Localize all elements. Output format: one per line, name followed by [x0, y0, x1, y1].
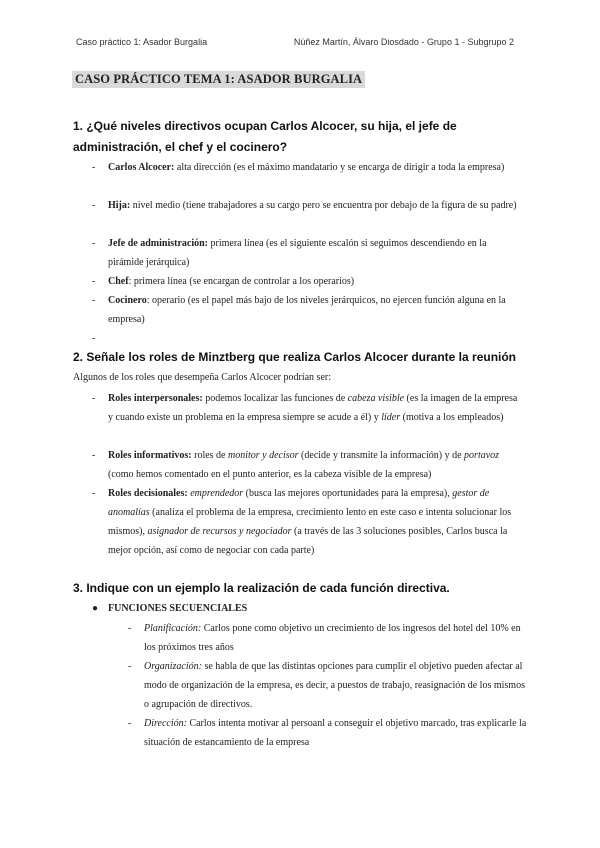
list-item — [92, 291, 520, 329]
circle-bullet-icon: ● — [92, 603, 99, 614]
document-title: CASO PRÁCTICO TEMA 1: ASADOR BURGALIA — [72, 71, 365, 88]
item-text: (es la imagen de la empresa y cuando existe un problema en la empresa siempre se acude a él) y — [108, 393, 518, 423]
item-text: Carlos intenta motivar al persoanl a conseguir el objetivo marcado, tras explicarle la situación de estancamiento de la empresa — [144, 718, 527, 748]
dash-bullet: - — [92, 333, 96, 344]
dash-bullet: - — [128, 623, 132, 634]
dash-bullet: - — [128, 718, 132, 729]
item-text: (motiva a los empleados) — [400, 412, 504, 423]
dash-bullet: - — [92, 162, 96, 173]
item-text: primera línea (es el siguiente escalón si seguimos descendiendo en la pirámide jerárquica) — [108, 238, 487, 268]
list-item — [92, 389, 520, 427]
list-item — [92, 196, 520, 215]
item-text: se habla de que las distintas opciones para cumplir el objetivo pueden afectar al modo de organización de la empresa, es decir, a puestos de trabajo, reasignación de los mismos o agrupación de directivos. — [144, 661, 525, 710]
list-item — [92, 446, 520, 484]
item-text: (a través de las 3 soluciones posibles, Carlos busca la mejor opción, así como de negociar con cada parte) — [108, 526, 508, 556]
list-item — [92, 272, 520, 291]
dash-bullet: - — [92, 450, 96, 461]
question-1-heading: 1. ¿Qué niveles directivos ocupan Carlos Alcocer, su hija, el jefe de administración, el chef y el cocinero? — [73, 119, 457, 154]
list-item — [92, 234, 520, 272]
item-text: (como hemos comentado en el punto anterior, es la cabeza visible de la empresa) — [108, 469, 432, 480]
dash-bullet: - — [92, 393, 96, 404]
list-item — [92, 484, 520, 560]
item-term: Chef — [108, 276, 129, 287]
item-emphasis: emprendedor — [190, 488, 244, 499]
dash-bullet: - — [92, 200, 96, 211]
section-heading — [92, 599, 247, 618]
section-label: FUNCIONES SECUENCIALES — [108, 603, 248, 614]
item-text: (busca las mejores oportunidades para la empresa), — [243, 488, 453, 499]
item-text: Carlos pone como objetivo un crecimiento de los ingresos del hotel del 10% en los próximos tres años — [144, 623, 521, 653]
item-term: Planificación: — [144, 623, 202, 634]
question-2-intro: Algunos de los roles que desempeña Carlos Alcocer podrían ser: — [73, 372, 331, 383]
item-term: Organización: — [144, 661, 202, 672]
item-emphasis: monitor y decisor — [228, 450, 299, 461]
item-emphasis: cabeza visible — [347, 393, 405, 404]
item-emphasis: asignador de recursos y negociador — [147, 526, 292, 537]
item-text: podemos localizar las funciones de — [202, 393, 348, 404]
item-term: Roles informativos: — [108, 450, 192, 461]
item-term: Carlos Alcocer: — [108, 162, 175, 173]
item-emphasis: portavoz — [464, 450, 500, 461]
page-header — [76, 37, 514, 47]
dash-bullet: - — [92, 238, 96, 249]
item-term: Cocinero — [108, 295, 147, 306]
item-text: roles de — [191, 450, 228, 461]
list-item — [128, 714, 528, 752]
item-text: (decide y transmite la información) y de — [298, 450, 465, 461]
header-left: Caso práctico 1: Asador Burgalia — [76, 37, 208, 47]
item-text: (analiza el problema de la empresa, crecimiento lento en este caso e intenta solucionar los mismos), — [108, 507, 512, 537]
item-term: Roles interpersonales: — [108, 393, 203, 404]
list-item — [128, 619, 528, 657]
item-text: alta dirección (es el máximo mandatario y se encarga de dirigir a toda la empresa) — [174, 162, 505, 173]
dash-bullet: - — [92, 488, 96, 499]
question-3-heading: 3. Indique con un ejemplo la realización de cada función directiva. — [73, 581, 450, 595]
item-term: Roles decisionales: — [108, 488, 188, 499]
question-2-heading: 2. Señale los roles de Minztberg que realiza Carlos Alcocer durante la reunión — [73, 350, 517, 364]
item-emphasis: líder — [381, 412, 401, 423]
list-item — [128, 657, 528, 714]
dash-bullet: - — [92, 276, 96, 287]
item-emphasis: gestor de anomalías — [108, 488, 490, 518]
item-term: Hija: — [108, 200, 131, 211]
list-item — [92, 158, 520, 177]
item-term: Dirección: — [144, 718, 187, 729]
item-term: Jefe de administración: — [108, 238, 208, 249]
header-right: Núñez Martín, Álvaro Diosdado - Grupo 1 - Subgrupo 2 — [293, 37, 514, 47]
dash-bullet: - — [92, 295, 96, 306]
item-text: : primera línea (se encargan de controlar a los operarios) — [128, 276, 355, 287]
item-text: nivel medio (tiene trabajadores a su cargo pero se encuentra por debajo de la figura de su padre) — [130, 200, 517, 211]
dash-bullet: - — [128, 661, 132, 672]
item-text: : operario (es el papel más bajo de los niveles jerárquicos, no ejercen función alguna en la empresa) — [108, 295, 506, 325]
